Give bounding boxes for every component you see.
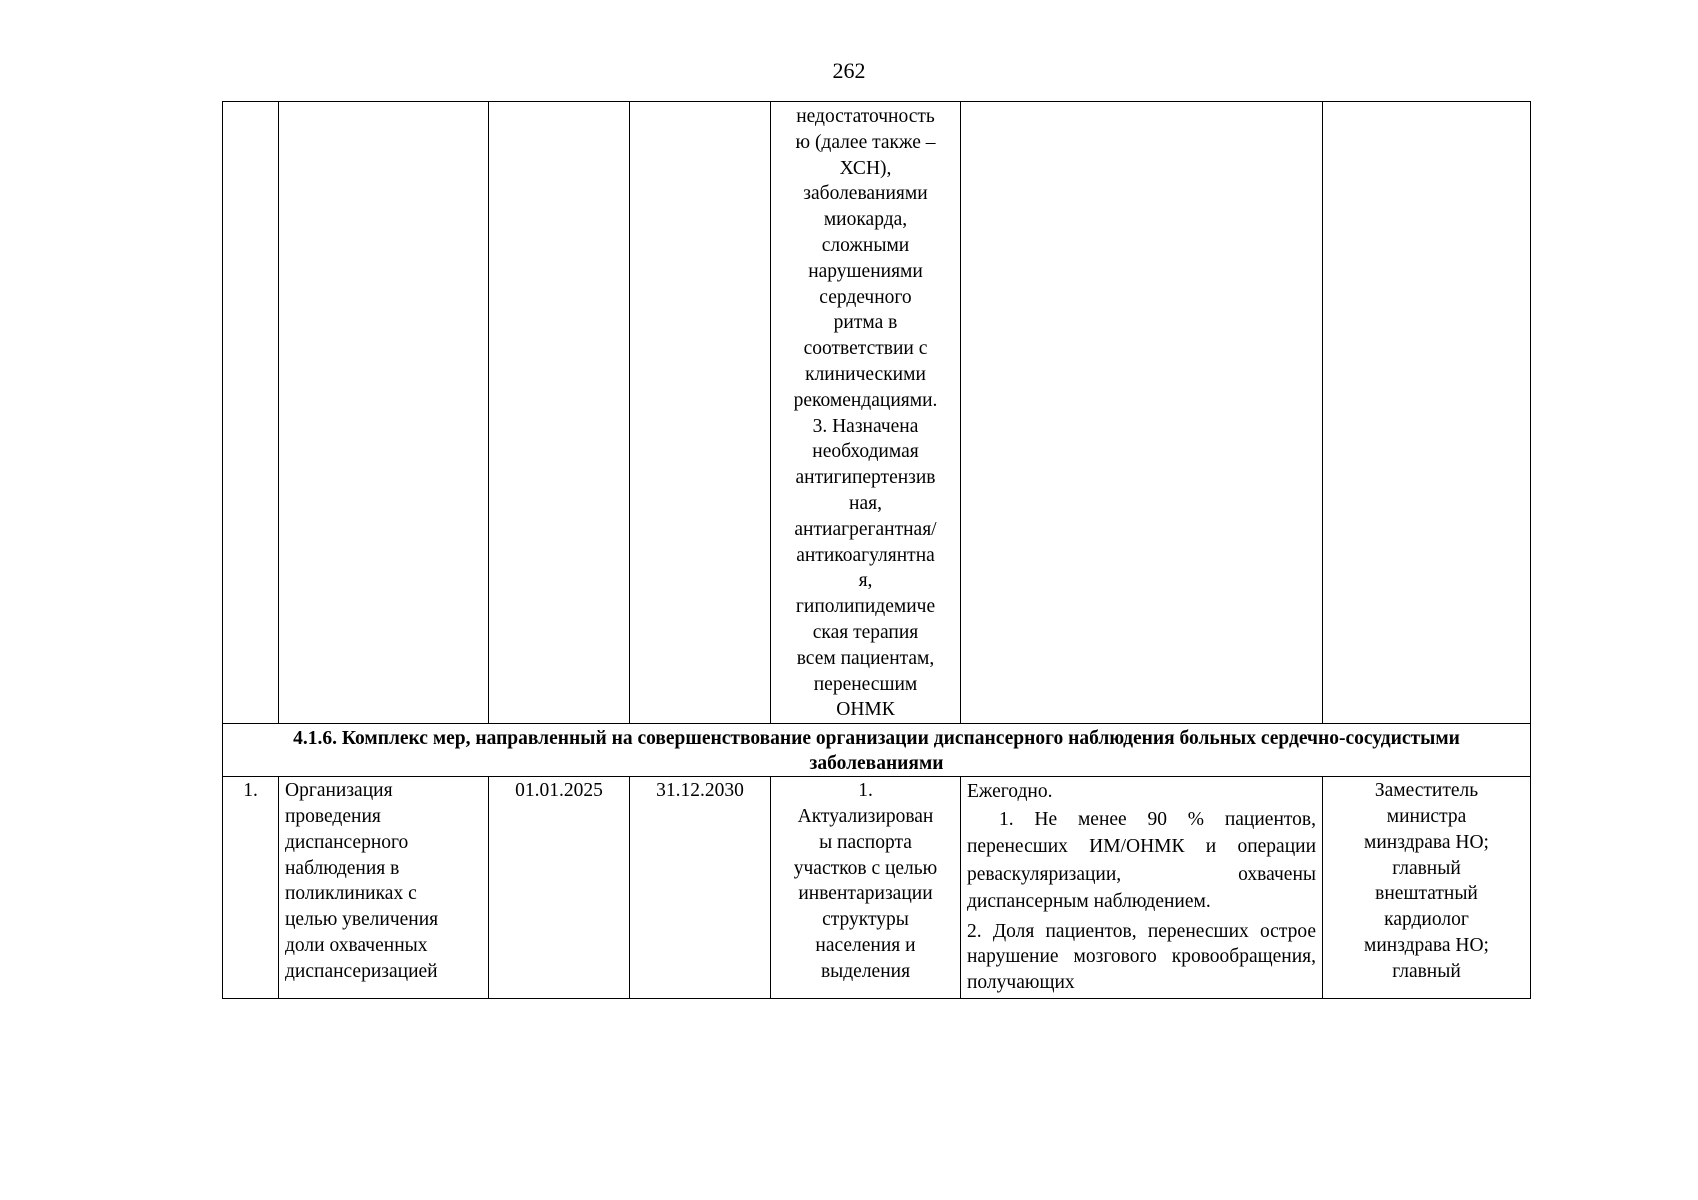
indicator-paragraph-2: 2. Доля пациентов, перенесших острое нарушение мозгового кровообращения, получающих (967, 920, 1316, 993)
result-line: необходимая (812, 441, 919, 463)
result-line: инвентаризации (798, 883, 933, 905)
result-line: перенесшим (813, 673, 918, 695)
cont-cell-result (771, 102, 961, 724)
responsible-line: министра (1386, 805, 1467, 827)
cont-cell-name (279, 102, 489, 724)
responsible-line: главный (1392, 960, 1461, 982)
measure-name-line: наблюдения в (285, 857, 400, 879)
result-line: я, (858, 570, 873, 592)
result-line: антигипертензив (795, 467, 936, 489)
result-line: гиполипидемиче (795, 596, 936, 618)
responsible-line: Заместитель (1374, 780, 1479, 802)
result-line: выделения (820, 960, 911, 982)
result-line: миокарда, (823, 209, 908, 231)
measure-name-line: целью увеличения (285, 909, 439, 931)
document-table (222, 101, 1531, 999)
indicator-intro: Ежегодно. (967, 781, 1053, 803)
page-number: 262 (832, 58, 866, 83)
measure-name-line: диспансерного (285, 831, 409, 853)
responsible-line: главный (1392, 857, 1461, 879)
result-line: всем пациентам, (796, 647, 935, 669)
cont-cell-start (489, 102, 630, 724)
start-date: 01.01.2025 (489, 777, 630, 999)
result-line: участков с целью (793, 857, 938, 879)
result-line: Актуализирован (797, 805, 934, 827)
responsible-line: внештатный (1375, 883, 1478, 905)
result-line: сложными (821, 234, 910, 256)
result-line: соответствии с (803, 338, 928, 360)
result-line: сердечного (819, 286, 912, 308)
result-line: клиническими (805, 363, 926, 385)
result-line: ю (далее также – (795, 131, 936, 153)
result-line: населения и (815, 934, 916, 956)
result-line: 1. (858, 780, 873, 802)
continuation-row (223, 102, 1531, 724)
responsible-line: минздрава НО; (1364, 934, 1489, 956)
section-heading-row (223, 724, 1531, 777)
measure-name-line: диспансеризацией (285, 960, 438, 982)
result-line: ОНМК (836, 699, 895, 721)
indicator-paragraph-1: 1. Не менее 90 % пациентов, перенесших ИМ/ОНМК и операции реваскуляризации, охвачены диспансерным наблюдением. (967, 808, 1316, 913)
measure-name-cell (279, 777, 489, 999)
result-cell (771, 777, 961, 999)
result-line: недостаточность (796, 106, 935, 127)
result-line: ы паспорта (819, 831, 912, 853)
result-line: ритма в (833, 312, 898, 334)
responsible-cell (1323, 777, 1531, 999)
measure-name-line: поликлиниках с (285, 883, 417, 905)
result-line: структуры (822, 909, 909, 931)
result-line: заболеваниями (803, 183, 928, 205)
cont-cell-end (630, 102, 771, 724)
section-heading: 4.1.6. Комплекс мер, направленный на совершенствование организации диспансерного наблюдения больных сердечно-сосудистыми заболеваниями (223, 724, 1531, 777)
result-line: нарушениями (808, 260, 923, 282)
result-line: антиагрегантная/ (794, 518, 937, 540)
result-line: ная, (849, 492, 882, 514)
measure-name-line: доли охваченных (285, 934, 428, 956)
result-line: антикоагулянтна (796, 544, 935, 566)
cont-cell-responsible (1323, 102, 1531, 724)
measure-name-line: Организация (285, 780, 393, 802)
responsible-line: кардиолог (1384, 909, 1469, 931)
responsible-line: минздрава НО; (1364, 831, 1489, 853)
measure-name-line: проведения (285, 805, 381, 827)
result-line: ская терапия (812, 621, 919, 643)
result-line: рекомендациями. (793, 389, 938, 411)
table-row (223, 777, 1531, 999)
row-number: 1. (223, 777, 279, 999)
result-line: ХСН), (839, 157, 892, 179)
indicators-cell (961, 777, 1323, 999)
cont-cell-indicators (961, 102, 1323, 724)
result-line: 3. Назначена (812, 415, 919, 437)
cont-cell-number (223, 102, 279, 724)
end-date: 31.12.2030 (630, 777, 771, 999)
